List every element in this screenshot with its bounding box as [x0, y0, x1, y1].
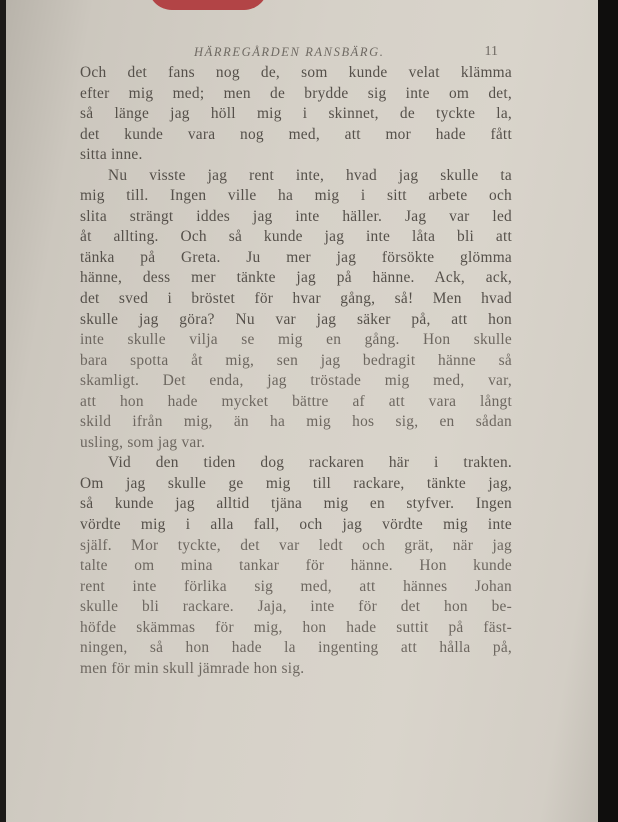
text-line: men för min skull jämrade hon sig. — [80, 659, 305, 677]
text-line: rent inte förlika sig med, att hännes Johan — [80, 577, 512, 595]
text-line: skild ifrån mig, än ha mig hos sig, en sådan — [80, 413, 512, 431]
text-line: så länge jag höll mig i skinnet, de tyckte la, — [80, 105, 512, 123]
text-line: Och det fans nog de, som kunde velat klämma — [80, 64, 512, 81]
text-line: det sved i bröstet för hvar gång, så! Men hvad — [80, 290, 512, 308]
bookmark-ribbon — [148, 0, 268, 10]
text-line: Vid den tiden dog rackaren här i trakten. — [108, 454, 512, 472]
text-line: själf. Mor tyckte, det var ledt och grät, när jag — [80, 536, 512, 554]
text-line: usling, som jag var. — [80, 433, 206, 451]
text-line: ningen, så hon hade la ingenting att hålla på, — [80, 639, 512, 657]
running-title: HÄRREGÅRDEN RANSBÄRG. — [194, 44, 385, 59]
text-line: vördte mig i alla fall, och jag vördte mig inte — [80, 516, 512, 534]
text-line: slita strängt iddes jag inte häller. Jag var led — [80, 207, 512, 225]
page-number: 11 — [484, 44, 498, 59]
text-line: Nu visste jag rent inte, hvad jag skulle ta — [108, 166, 512, 184]
page-edge-shadow — [598, 0, 618, 822]
text-line: efter mig med; men de brydde sig inte om det, — [80, 84, 512, 102]
text-line: skulle bli rackare. Jaja, inte för det hon be- — [80, 598, 512, 616]
text-line: höfde skämmas för mig, hon hade suttit på fäst- — [80, 618, 512, 636]
text-line: talte om mina tankar för hänne. Hon kunde — [80, 557, 512, 575]
text-line: så kunde jag alltid tjäna mig en styfver. Ingen — [80, 495, 512, 513]
body-text — [80, 63, 512, 679]
text-line: det kunde vara nog med, att mor hade fått — [80, 125, 512, 143]
text-line: att hon hade mycket bättre af att vara långt — [80, 392, 512, 410]
text-line: inte skulle vilja se mig en gång. Hon skulle — [80, 331, 512, 349]
text-line: hänne, dess mer tänkte jag på hänne. Ack, ack, — [80, 269, 512, 287]
text-line: åt allting. Och så kunde jag inte låta bli att — [80, 228, 512, 246]
text-line: sitta inne. — [80, 146, 143, 164]
text-line: skamligt. Det enda, jag tröstade mig med, var, — [80, 372, 512, 390]
page-header — [84, 40, 504, 64]
text-line: mig till. Ingen ville ha mig i sitt arbete och — [80, 187, 512, 205]
text-line: tänka på Greta. Ju mer jag försökte glömma — [80, 248, 512, 266]
text-line: bara spotta åt mig, sen jag bedragit hänne så — [80, 351, 512, 369]
text-line: Om jag skulle ge mig till rackare, tänkte jag, — [80, 474, 512, 492]
text-line: skulle jag göra? Nu var jag säker på, att hon — [80, 310, 512, 328]
